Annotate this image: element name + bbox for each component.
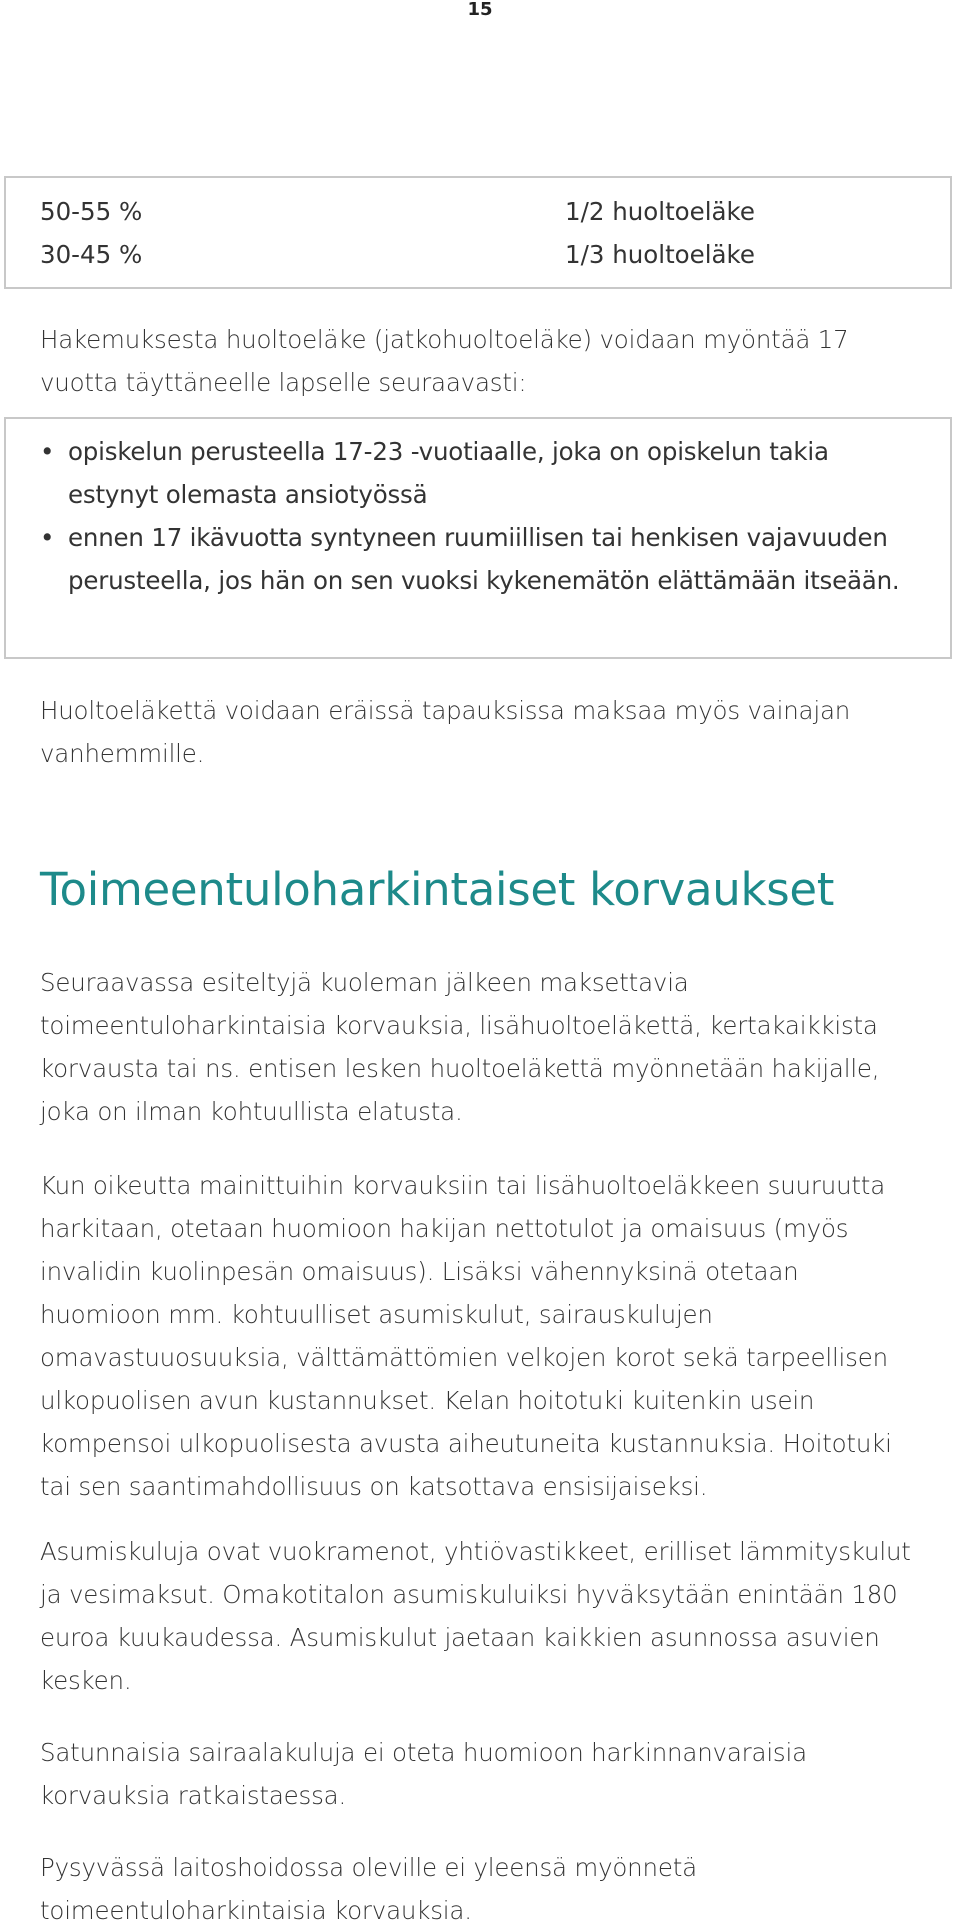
body-paragraph: Satunnaisia sairaalakuluja ei oteta huomioon harkinnanvaraisia korvauksia ratkaistaessa.	[40, 1738, 807, 1810]
rate-pension: 1/3 huoltoeläke	[565, 240, 755, 269]
bullet-icon: •	[40, 437, 55, 466]
rate-pension: 1/2 huoltoeläke	[565, 197, 755, 226]
rates-box	[4, 176, 952, 289]
body-paragraph: Seuraavassa esiteltyjä kuoleman jälkeen maksettavia toimeentuloharkintaisia korvauksia, lisähuoltoeläkettä, kertakaikkista korvausta tai ns. entisen lesken huoltoeläkettä myönnetään hakijalle, joka on ilman kohtuullista elatusta.	[40, 968, 880, 1126]
list-item-text: opiskelun perusteella 17-23 -vuotiaalle, joka on opiskelun takia estynyt olemasta ansiotyössä	[68, 437, 829, 509]
list-item	[40, 430, 920, 516]
conditions-list	[40, 430, 920, 602]
rate-percent: 30-45 %	[40, 240, 143, 269]
intro-paragraph: Hakemuksesta huoltoeläke (jatkohuoltoeläke) voidaan myöntää 17 vuotta täyttäneelle lapselle seuraavasti:	[40, 325, 849, 397]
body-paragraph: Asumiskuluja ovat vuokramenot, yhtiövastikkeet, erilliset lämmityskulut ja vesimaksut. Omakotitalon asumiskuluiksi hyväksytään enintään 180 euroa kuukaudessa. Asumiskulut jaetaan kaikkien asunnossa asuvien kesken.	[40, 1537, 911, 1695]
parents-note: Huoltoeläkettä voidaan eräissä tapauksissa maksaa myös vainajan vanhemmille.	[40, 696, 851, 768]
body-paragraph: Kun oikeutta mainittuihin korvauksiin tai lisähuoltoeläkkeen suuruutta harkitaan, otetaan huomioon hakijan nettotulot ja omaisuus (myös invalidin kuolinpesän omaisuus). Lisäksi vähennyksinä otetaan huomioon mm. kohtuulliset asumiskulut, sairauskulujen omavastuuosuuksia, välttämättömien velkojen korot sekä tarpeellisen ulkopuolisen avun kustannukset. Kelan hoitotuki kuitenkin usein kompensoi ulkopuolisesta avusta aiheutuneita kustannuksia. Hoitotuki tai sen saantimahdollisuus on katsottava ensisijaiseksi.	[40, 1171, 892, 1501]
page-number: 15	[467, 0, 493, 20]
list-item	[40, 516, 920, 602]
bullet-icon: •	[40, 523, 55, 552]
list-item-text: ennen 17 ikävuotta syntyneen ruumiillisen tai henkisen vajavuuden perusteella, jos hän on sen vuoksi kykenemätön elättämään itseään.	[68, 523, 900, 595]
body-paragraph: Pysyvässä laitoshoidossa oleville ei yleensä myönnetä toimeentuloharkintaisia korvauksia.	[40, 1853, 697, 1925]
section-heading: Toimeentuloharkintaiset korvaukset	[40, 863, 835, 916]
rate-percent: 50-55 %	[40, 197, 143, 226]
